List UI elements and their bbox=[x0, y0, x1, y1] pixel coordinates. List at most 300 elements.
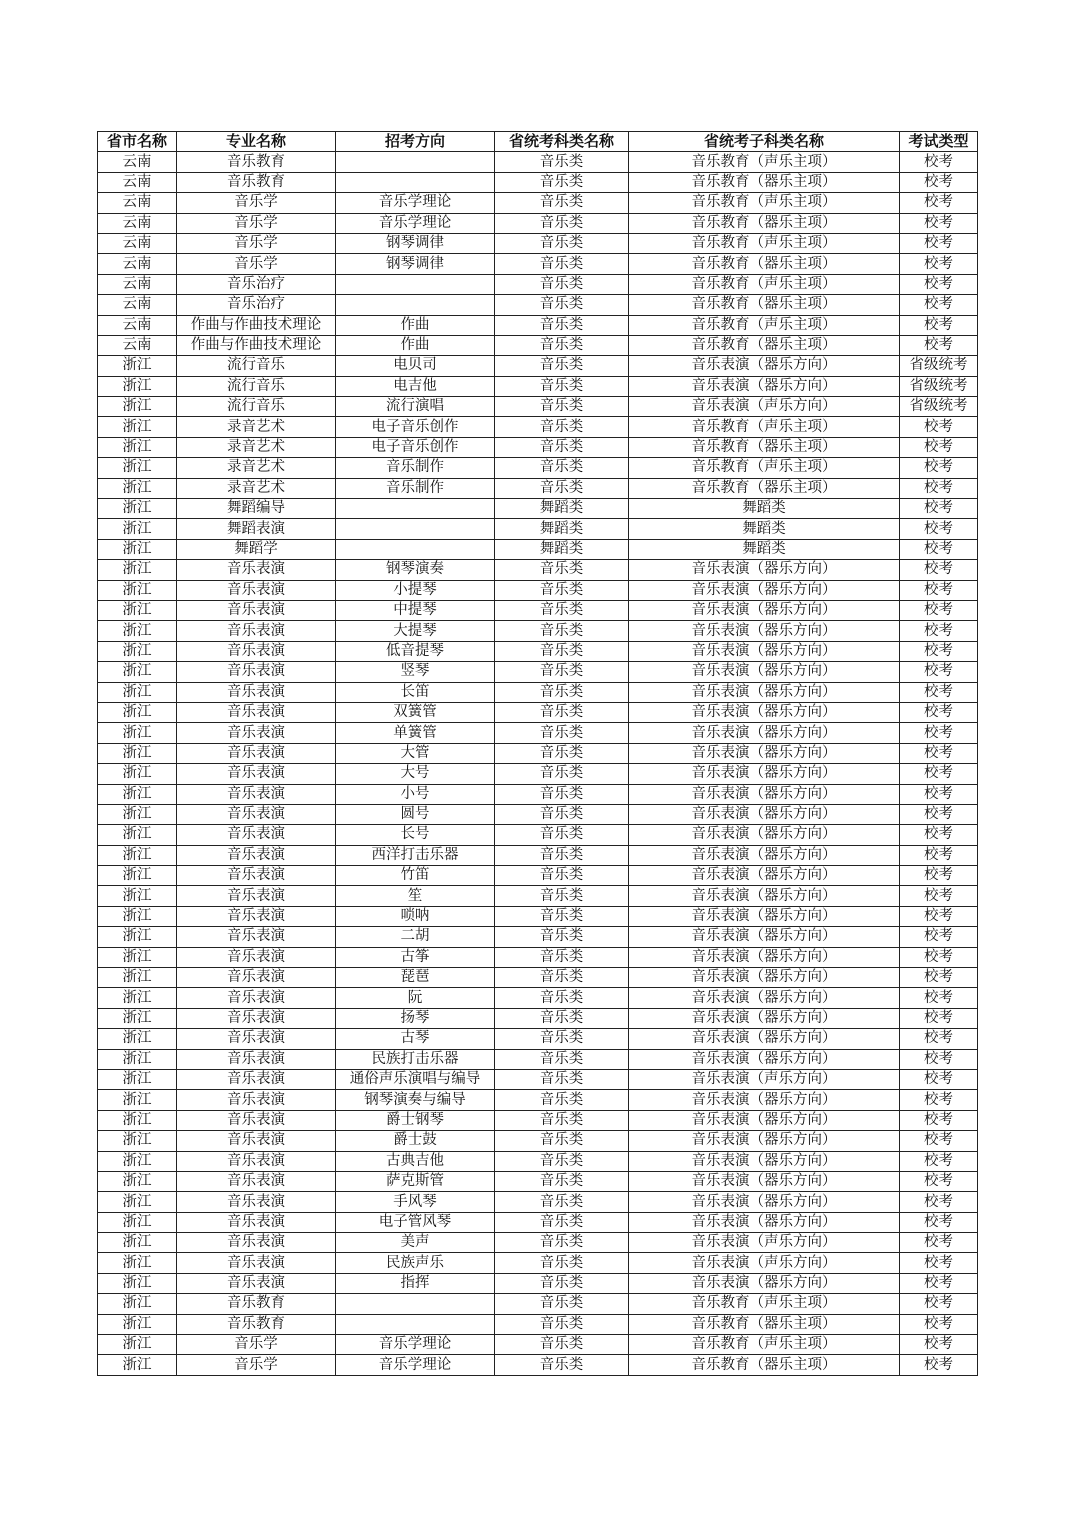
cell-exam-type: 校考 bbox=[900, 1192, 978, 1212]
table-row bbox=[98, 906, 978, 926]
cell-subcategory: 音乐表演（器乐方向） bbox=[629, 702, 900, 722]
cell-exam-type: 校考 bbox=[900, 1273, 978, 1293]
table-row bbox=[98, 539, 978, 559]
cell-major: 音乐表演 bbox=[177, 1110, 336, 1130]
cell-exam-type: 校考 bbox=[900, 743, 978, 763]
cell-province: 云南 bbox=[98, 172, 177, 192]
cell-category: 音乐类 bbox=[495, 723, 629, 743]
cell-province: 浙江 bbox=[98, 662, 177, 682]
cell-category: 音乐类 bbox=[495, 315, 629, 335]
table-row bbox=[98, 356, 978, 376]
cell-subcategory: 音乐表演（器乐方向） bbox=[629, 927, 900, 947]
cell-direction: 通俗声乐演唱与编导 bbox=[336, 1069, 495, 1089]
table-row bbox=[98, 1355, 978, 1375]
cell-exam-type: 校考 bbox=[900, 519, 978, 539]
cell-direction bbox=[336, 1314, 495, 1334]
cell-exam-type: 校考 bbox=[900, 1131, 978, 1151]
cell-subcategory: 音乐教育（器乐主项） bbox=[629, 254, 900, 274]
cell-exam-type: 校考 bbox=[900, 641, 978, 661]
cell-exam-type: 校考 bbox=[900, 784, 978, 804]
cell-province: 浙江 bbox=[98, 1008, 177, 1028]
cell-exam-type: 校考 bbox=[900, 906, 978, 926]
cell-province: 浙江 bbox=[98, 560, 177, 580]
cell-subcategory: 音乐表演（器乐方向） bbox=[629, 968, 900, 988]
cell-major: 音乐治疗 bbox=[177, 274, 336, 294]
cell-province: 浙江 bbox=[98, 1151, 177, 1171]
cell-direction bbox=[336, 295, 495, 315]
cell-major: 舞蹈表演 bbox=[177, 519, 336, 539]
table-row bbox=[98, 1008, 978, 1028]
cell-direction: 流行演唱 bbox=[336, 397, 495, 417]
cell-major: 音乐学 bbox=[177, 213, 336, 233]
table-row bbox=[98, 1294, 978, 1314]
table-row bbox=[98, 1090, 978, 1110]
cell-subcategory: 音乐表演（器乐方向） bbox=[629, 764, 900, 784]
cell-category: 音乐类 bbox=[495, 988, 629, 1008]
cell-direction: 竹笛 bbox=[336, 866, 495, 886]
table-row bbox=[98, 1335, 978, 1355]
table-row bbox=[98, 968, 978, 988]
cell-direction: 双簧管 bbox=[336, 702, 495, 722]
cell-subcategory: 音乐表演（器乐方向） bbox=[629, 1212, 900, 1232]
cell-subcategory: 舞蹈类 bbox=[629, 499, 900, 519]
cell-major: 音乐表演 bbox=[177, 743, 336, 763]
cell-major: 音乐表演 bbox=[177, 1212, 336, 1232]
cell-exam-type: 校考 bbox=[900, 458, 978, 478]
cell-province: 浙江 bbox=[98, 927, 177, 947]
cell-subcategory: 音乐表演（器乐方向） bbox=[629, 641, 900, 661]
cell-category: 音乐类 bbox=[495, 417, 629, 437]
cell-major: 音乐学 bbox=[177, 254, 336, 274]
cell-direction: 唢呐 bbox=[336, 906, 495, 926]
cell-subcategory: 音乐教育（器乐主项） bbox=[629, 295, 900, 315]
cell-major: 音乐学 bbox=[177, 233, 336, 253]
cell-direction: 阮 bbox=[336, 988, 495, 1008]
table-body bbox=[98, 152, 978, 1375]
cell-province: 浙江 bbox=[98, 947, 177, 967]
cell-category: 音乐类 bbox=[495, 845, 629, 865]
table-row bbox=[98, 397, 978, 417]
cell-direction: 作曲 bbox=[336, 335, 495, 355]
cell-subcategory: 音乐表演（器乐方向） bbox=[629, 600, 900, 620]
cell-exam-type: 省级统考 bbox=[900, 376, 978, 396]
cell-exam-type: 校考 bbox=[900, 886, 978, 906]
cell-province: 浙江 bbox=[98, 600, 177, 620]
cell-subcategory: 音乐表演（器乐方向） bbox=[629, 784, 900, 804]
cell-exam-type: 校考 bbox=[900, 1233, 978, 1253]
table-row bbox=[98, 662, 978, 682]
cell-subcategory: 音乐表演（器乐方向） bbox=[629, 866, 900, 886]
cell-category: 音乐类 bbox=[495, 1008, 629, 1028]
table-row bbox=[98, 499, 978, 519]
cell-category: 音乐类 bbox=[495, 233, 629, 253]
cell-direction: 爵士鼓 bbox=[336, 1131, 495, 1151]
header-subcategory: 省统考子科类名称 bbox=[629, 132, 900, 152]
cell-subcategory: 音乐表演（器乐方向） bbox=[629, 886, 900, 906]
cell-category: 音乐类 bbox=[495, 437, 629, 457]
cell-exam-type: 校考 bbox=[900, 580, 978, 600]
cell-exam-type: 校考 bbox=[900, 152, 978, 172]
cell-exam-type: 校考 bbox=[900, 254, 978, 274]
table-row bbox=[98, 172, 978, 192]
cell-major: 流行音乐 bbox=[177, 356, 336, 376]
cell-province: 云南 bbox=[98, 254, 177, 274]
cell-direction: 笙 bbox=[336, 886, 495, 906]
cell-major: 作曲与作曲技术理论 bbox=[177, 315, 336, 335]
cell-subcategory: 舞蹈类 bbox=[629, 519, 900, 539]
cell-subcategory: 音乐教育（器乐主项） bbox=[629, 437, 900, 457]
table-row bbox=[98, 1151, 978, 1171]
cell-direction bbox=[336, 172, 495, 192]
cell-exam-type: 校考 bbox=[900, 539, 978, 559]
table-row bbox=[98, 458, 978, 478]
cell-direction: 西洋打击乐器 bbox=[336, 845, 495, 865]
cell-major: 音乐学 bbox=[177, 193, 336, 213]
cell-direction: 大提琴 bbox=[336, 621, 495, 641]
cell-province: 浙江 bbox=[98, 1110, 177, 1130]
cell-subcategory: 音乐教育（器乐主项） bbox=[629, 1355, 900, 1375]
cell-direction: 古典吉他 bbox=[336, 1151, 495, 1171]
cell-direction: 电子管风琴 bbox=[336, 1212, 495, 1232]
cell-major: 音乐表演 bbox=[177, 1049, 336, 1069]
table-header-row bbox=[98, 132, 978, 152]
cell-major: 音乐表演 bbox=[177, 1069, 336, 1089]
cell-subcategory: 舞蹈类 bbox=[629, 539, 900, 559]
cell-exam-type: 校考 bbox=[900, 233, 978, 253]
cell-exam-type: 校考 bbox=[900, 1090, 978, 1110]
cell-major: 音乐表演 bbox=[177, 1008, 336, 1028]
cell-category: 音乐类 bbox=[495, 784, 629, 804]
cell-exam-type: 校考 bbox=[900, 315, 978, 335]
cell-province: 浙江 bbox=[98, 1029, 177, 1049]
cell-direction: 古筝 bbox=[336, 947, 495, 967]
cell-subcategory: 音乐表演（声乐方向） bbox=[629, 397, 900, 417]
cell-direction: 小提琴 bbox=[336, 580, 495, 600]
cell-exam-type: 校考 bbox=[900, 1049, 978, 1069]
cell-category: 音乐类 bbox=[495, 1192, 629, 1212]
table-row bbox=[98, 1131, 978, 1151]
cell-direction: 爵士钢琴 bbox=[336, 1110, 495, 1130]
cell-subcategory: 音乐教育（器乐主项） bbox=[629, 172, 900, 192]
cell-subcategory: 音乐教育（器乐主项） bbox=[629, 213, 900, 233]
cell-subcategory: 音乐表演（器乐方向） bbox=[629, 1008, 900, 1028]
cell-direction bbox=[336, 539, 495, 559]
cell-exam-type: 校考 bbox=[900, 1069, 978, 1089]
cell-province: 浙江 bbox=[98, 988, 177, 1008]
cell-major: 舞蹈编导 bbox=[177, 499, 336, 519]
cell-category: 音乐类 bbox=[495, 397, 629, 417]
cell-direction: 电子音乐创作 bbox=[336, 417, 495, 437]
cell-category: 音乐类 bbox=[495, 947, 629, 967]
cell-major: 音乐表演 bbox=[177, 580, 336, 600]
cell-major: 音乐教育 bbox=[177, 152, 336, 172]
table-row bbox=[98, 682, 978, 702]
cell-province: 浙江 bbox=[98, 641, 177, 661]
cell-subcategory: 音乐教育（器乐主项） bbox=[629, 1314, 900, 1334]
cell-province: 云南 bbox=[98, 335, 177, 355]
cell-exam-type: 校考 bbox=[900, 723, 978, 743]
cell-province: 浙江 bbox=[98, 1314, 177, 1334]
cell-direction: 音乐学理论 bbox=[336, 193, 495, 213]
cell-major: 音乐表演 bbox=[177, 600, 336, 620]
cell-exam-type: 校考 bbox=[900, 1335, 978, 1355]
cell-category: 舞蹈类 bbox=[495, 519, 629, 539]
cell-category: 音乐类 bbox=[495, 804, 629, 824]
table-row bbox=[98, 1171, 978, 1191]
cell-subcategory: 音乐表演（器乐方向） bbox=[629, 376, 900, 396]
cell-major: 音乐表演 bbox=[177, 1253, 336, 1273]
cell-direction: 单簧管 bbox=[336, 723, 495, 743]
table-row bbox=[98, 376, 978, 396]
table-row bbox=[98, 804, 978, 824]
table-row bbox=[98, 1273, 978, 1293]
cell-category: 音乐类 bbox=[495, 1253, 629, 1273]
cell-province: 浙江 bbox=[98, 1233, 177, 1253]
cell-direction: 指挥 bbox=[336, 1273, 495, 1293]
cell-direction: 作曲 bbox=[336, 315, 495, 335]
cell-exam-type: 校考 bbox=[900, 437, 978, 457]
cell-subcategory: 音乐表演（器乐方向） bbox=[629, 1192, 900, 1212]
cell-direction: 美声 bbox=[336, 1233, 495, 1253]
cell-exam-type: 校考 bbox=[900, 968, 978, 988]
cell-direction bbox=[336, 1294, 495, 1314]
cell-exam-type: 省级统考 bbox=[900, 397, 978, 417]
cell-major: 舞蹈学 bbox=[177, 539, 336, 559]
table-row bbox=[98, 743, 978, 763]
cell-exam-type: 校考 bbox=[900, 845, 978, 865]
cell-exam-type: 校考 bbox=[900, 478, 978, 498]
cell-major: 音乐表演 bbox=[177, 804, 336, 824]
cell-exam-type: 校考 bbox=[900, 702, 978, 722]
cell-major: 音乐表演 bbox=[177, 988, 336, 1008]
table-row bbox=[98, 315, 978, 335]
table-row bbox=[98, 988, 978, 1008]
cell-exam-type: 校考 bbox=[900, 825, 978, 845]
table-row bbox=[98, 845, 978, 865]
cell-subcategory: 音乐表演（器乐方向） bbox=[629, 356, 900, 376]
cell-province: 浙江 bbox=[98, 845, 177, 865]
cell-category: 音乐类 bbox=[495, 906, 629, 926]
cell-subcategory: 音乐表演（器乐方向） bbox=[629, 723, 900, 743]
cell-province: 浙江 bbox=[98, 1069, 177, 1089]
cell-province: 浙江 bbox=[98, 1355, 177, 1375]
cell-province: 浙江 bbox=[98, 356, 177, 376]
header-major: 专业名称 bbox=[177, 132, 336, 152]
cell-category: 音乐类 bbox=[495, 580, 629, 600]
cell-category: 音乐类 bbox=[495, 356, 629, 376]
table-row bbox=[98, 478, 978, 498]
table-row bbox=[98, 1192, 978, 1212]
cell-direction: 长笛 bbox=[336, 682, 495, 702]
cell-exam-type: 校考 bbox=[900, 682, 978, 702]
cell-major: 音乐表演 bbox=[177, 682, 336, 702]
cell-direction: 音乐学理论 bbox=[336, 213, 495, 233]
cell-province: 浙江 bbox=[98, 1273, 177, 1293]
cell-direction: 钢琴调律 bbox=[336, 233, 495, 253]
cell-category: 音乐类 bbox=[495, 1029, 629, 1049]
cell-major: 音乐表演 bbox=[177, 764, 336, 784]
cell-subcategory: 音乐表演（器乐方向） bbox=[629, 947, 900, 967]
cell-subcategory: 音乐教育（器乐主项） bbox=[629, 478, 900, 498]
cell-province: 浙江 bbox=[98, 1253, 177, 1273]
cell-province: 云南 bbox=[98, 213, 177, 233]
cell-exam-type: 校考 bbox=[900, 804, 978, 824]
cell-direction: 民族声乐 bbox=[336, 1253, 495, 1273]
cell-exam-type: 校考 bbox=[900, 172, 978, 192]
table-row bbox=[98, 1233, 978, 1253]
cell-province: 云南 bbox=[98, 233, 177, 253]
cell-subcategory: 音乐表演（器乐方向） bbox=[629, 1131, 900, 1151]
cell-subcategory: 音乐表演（声乐方向） bbox=[629, 1253, 900, 1273]
table-row bbox=[98, 866, 978, 886]
table-row bbox=[98, 1314, 978, 1334]
cell-subcategory: 音乐教育（器乐主项） bbox=[629, 335, 900, 355]
cell-exam-type: 校考 bbox=[900, 988, 978, 1008]
cell-major: 录音艺术 bbox=[177, 417, 336, 437]
cell-category: 音乐类 bbox=[495, 1355, 629, 1375]
cell-category: 音乐类 bbox=[495, 560, 629, 580]
cell-major: 音乐表演 bbox=[177, 621, 336, 641]
cell-exam-type: 校考 bbox=[900, 1314, 978, 1334]
table-row bbox=[98, 764, 978, 784]
cell-exam-type: 校考 bbox=[900, 560, 978, 580]
cell-exam-type: 校考 bbox=[900, 295, 978, 315]
table-row bbox=[98, 1049, 978, 1069]
cell-major: 音乐表演 bbox=[177, 927, 336, 947]
cell-major: 音乐教育 bbox=[177, 1294, 336, 1314]
cell-subcategory: 音乐教育（声乐主项） bbox=[629, 315, 900, 335]
table-row bbox=[98, 254, 978, 274]
cell-direction: 竖琴 bbox=[336, 662, 495, 682]
cell-subcategory: 音乐表演（器乐方向） bbox=[629, 580, 900, 600]
cell-category: 音乐类 bbox=[495, 886, 629, 906]
cell-subcategory: 音乐教育（声乐主项） bbox=[629, 274, 900, 294]
cell-exam-type: 校考 bbox=[900, 1110, 978, 1130]
table-row bbox=[98, 641, 978, 661]
cell-major: 音乐教育 bbox=[177, 172, 336, 192]
cell-province: 浙江 bbox=[98, 376, 177, 396]
table-row bbox=[98, 417, 978, 437]
cell-category: 音乐类 bbox=[495, 335, 629, 355]
cell-category: 音乐类 bbox=[495, 1090, 629, 1110]
cell-category: 舞蹈类 bbox=[495, 539, 629, 559]
cell-major: 音乐表演 bbox=[177, 723, 336, 743]
cell-exam-type: 校考 bbox=[900, 1212, 978, 1232]
cell-direction bbox=[336, 499, 495, 519]
header-category: 省统考科类名称 bbox=[495, 132, 629, 152]
cell-province: 浙江 bbox=[98, 723, 177, 743]
cell-direction: 琵琶 bbox=[336, 968, 495, 988]
cell-exam-type: 校考 bbox=[900, 927, 978, 947]
cell-province: 浙江 bbox=[98, 499, 177, 519]
cell-major: 音乐治疗 bbox=[177, 295, 336, 315]
cell-subcategory: 音乐教育（声乐主项） bbox=[629, 458, 900, 478]
cell-exam-type: 省级统考 bbox=[900, 356, 978, 376]
cell-subcategory: 音乐表演（器乐方向） bbox=[629, 560, 900, 580]
cell-category: 音乐类 bbox=[495, 1069, 629, 1089]
table-row bbox=[98, 233, 978, 253]
cell-major: 音乐表演 bbox=[177, 1029, 336, 1049]
cell-subcategory: 音乐教育（声乐主项） bbox=[629, 1294, 900, 1314]
table-row bbox=[98, 519, 978, 539]
cell-direction: 钢琴调律 bbox=[336, 254, 495, 274]
cell-subcategory: 音乐表演（器乐方向） bbox=[629, 845, 900, 865]
cell-subcategory: 音乐表演（器乐方向） bbox=[629, 1029, 900, 1049]
cell-exam-type: 校考 bbox=[900, 1253, 978, 1273]
cell-category: 音乐类 bbox=[495, 1049, 629, 1069]
cell-exam-type: 校考 bbox=[900, 1294, 978, 1314]
cell-direction: 扬琴 bbox=[336, 1008, 495, 1028]
cell-major: 音乐表演 bbox=[177, 641, 336, 661]
cell-exam-type: 校考 bbox=[900, 600, 978, 620]
table-row bbox=[98, 702, 978, 722]
cell-province: 浙江 bbox=[98, 1294, 177, 1314]
cell-exam-type: 校考 bbox=[900, 274, 978, 294]
table-row bbox=[98, 1029, 978, 1049]
header-direction: 招考方向 bbox=[336, 132, 495, 152]
cell-province: 浙江 bbox=[98, 397, 177, 417]
cell-major: 作曲与作曲技术理论 bbox=[177, 335, 336, 355]
table-row bbox=[98, 1069, 978, 1089]
table-row bbox=[98, 152, 978, 172]
cell-exam-type: 校考 bbox=[900, 866, 978, 886]
cell-subcategory: 音乐表演（器乐方向） bbox=[629, 1171, 900, 1191]
cell-category: 音乐类 bbox=[495, 927, 629, 947]
cell-category: 音乐类 bbox=[495, 743, 629, 763]
cell-category: 音乐类 bbox=[495, 825, 629, 845]
cell-subcategory: 音乐表演（声乐方向） bbox=[629, 1069, 900, 1089]
table-row bbox=[98, 274, 978, 294]
cell-subcategory: 音乐表演（器乐方向） bbox=[629, 825, 900, 845]
cell-exam-type: 校考 bbox=[900, 417, 978, 437]
cell-major: 音乐表演 bbox=[177, 845, 336, 865]
cell-subcategory: 音乐教育（声乐主项） bbox=[629, 233, 900, 253]
cell-province: 浙江 bbox=[98, 1192, 177, 1212]
cell-major: 音乐表演 bbox=[177, 1131, 336, 1151]
cell-major: 音乐表演 bbox=[177, 784, 336, 804]
cell-province: 浙江 bbox=[98, 764, 177, 784]
cell-direction: 钢琴演奏 bbox=[336, 560, 495, 580]
cell-exam-type: 校考 bbox=[900, 764, 978, 784]
cell-major: 音乐表演 bbox=[177, 1273, 336, 1293]
cell-direction bbox=[336, 152, 495, 172]
cell-direction: 小号 bbox=[336, 784, 495, 804]
cell-direction: 萨克斯管 bbox=[336, 1171, 495, 1191]
cell-major: 音乐表演 bbox=[177, 886, 336, 906]
cell-major: 录音艺术 bbox=[177, 458, 336, 478]
cell-direction: 电吉他 bbox=[336, 376, 495, 396]
cell-category: 音乐类 bbox=[495, 1212, 629, 1232]
cell-direction bbox=[336, 274, 495, 294]
table-row bbox=[98, 886, 978, 906]
table-row bbox=[98, 1110, 978, 1130]
cell-exam-type: 校考 bbox=[900, 662, 978, 682]
cell-major: 录音艺术 bbox=[177, 478, 336, 498]
cell-major: 音乐表演 bbox=[177, 702, 336, 722]
cell-major: 音乐表演 bbox=[177, 947, 336, 967]
cell-province: 浙江 bbox=[98, 1171, 177, 1191]
cell-subcategory: 音乐表演（声乐方向） bbox=[629, 1233, 900, 1253]
header-province: 省市名称 bbox=[98, 132, 177, 152]
cell-exam-type: 校考 bbox=[900, 1008, 978, 1028]
cell-province: 浙江 bbox=[98, 906, 177, 926]
table-row bbox=[98, 560, 978, 580]
table-row bbox=[98, 580, 978, 600]
cell-major: 音乐教育 bbox=[177, 1314, 336, 1334]
cell-province: 浙江 bbox=[98, 702, 177, 722]
cell-major: 流行音乐 bbox=[177, 397, 336, 417]
cell-category: 音乐类 bbox=[495, 478, 629, 498]
